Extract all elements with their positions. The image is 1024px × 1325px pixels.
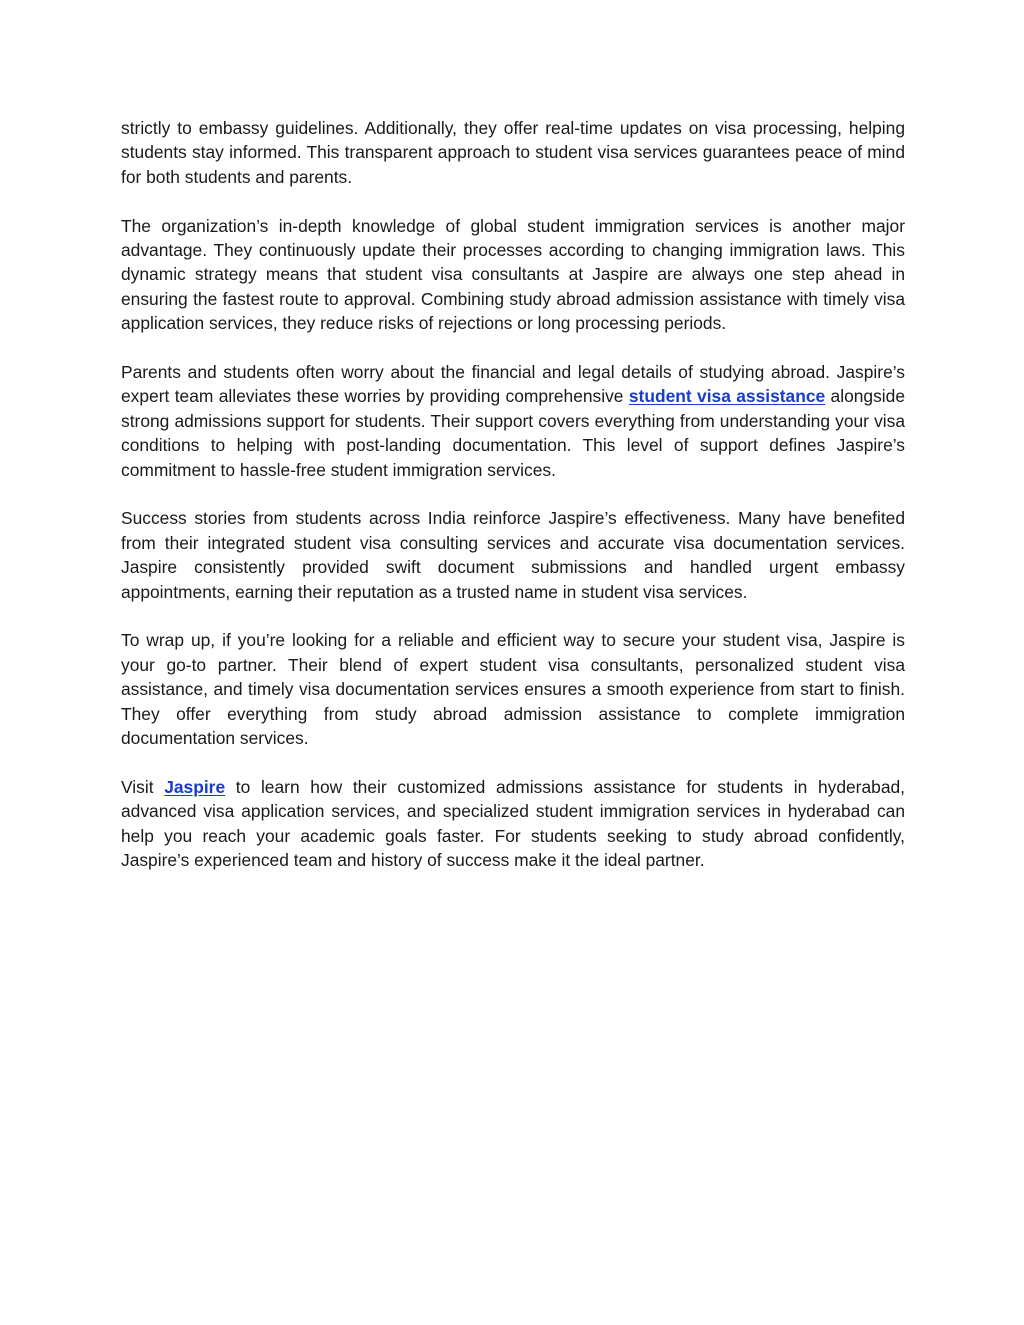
paragraph-financial-legal [121,360,905,482]
student-visa-assistance-link[interactable]: student visa assistance [628,386,826,407]
paragraph-text: alongside strong admissions support for students. Their support covers everything from understanding your visa conditions to helping with post-landing documentation. This level of support defines Jaspire’s commitment to hassle-free student immigration services. [121,386,906,480]
paragraph-text: Visit [121,776,165,797]
paragraph-visit-jaspire [121,775,905,873]
paragraph-immigration-knowledge: The organization’s in-depth knowledge of global student immigration services is another major advantage. They continuously update their processes according to changing immigration laws. This dynamic strategy means that student visa consultants at Jaspire are always one step ahead in ensuring the fastest route to approval. Combining study abroad admission assistance with timely visa application services, they reduce risks of rejections or long processing periods. [121,215,905,334]
jaspire-link[interactable]: Jaspire [164,776,226,797]
paragraph-text: Parents and students often worry about the financial and legal details of studying abroad. Jaspire’s expert team alleviates these worries by providing comprehensive [121,362,905,407]
paragraph-wrap-up: To wrap up, if you’re looking for a reliable and efficient way to secure your student visa, Jaspire is your go-to partner. Their blend of expert student visa consultants, personalized student visa assistance, and timely visa documentation services ensures a smooth experience from start to finish. They offer everything from study abroad admission assistance to complete immigration documentation services. [121,630,905,749]
paragraph-embassy-guidelines: strictly to embassy guidelines. Additionally, they offer real-time updates on visa processing, helping students stay informed. This transparent approach to student visa services guarantees peace of mind for both students and parents. [121,118,905,187]
paragraph-success-stories: Success stories from students across India reinforce Jaspire’s effectiveness. Many have benefited from their integrated student visa consulting services and accurate visa documentation services. Jaspire consistently provided swift document submissions and handled urgent embassy appointments, earning their reputation as a trusted name in student visa services. [121,508,905,602]
document-body [121,116,905,897]
paragraph-text: to learn how their customized admissions assistance for students in hyderabad, advanced visa application services, and specialized student immigration services in hyderabad can help you reach your academic goals faster. For students seeking to study abroad confidently, Jaspire’s experienced team and history of success make it the ideal partner. [121,776,905,871]
